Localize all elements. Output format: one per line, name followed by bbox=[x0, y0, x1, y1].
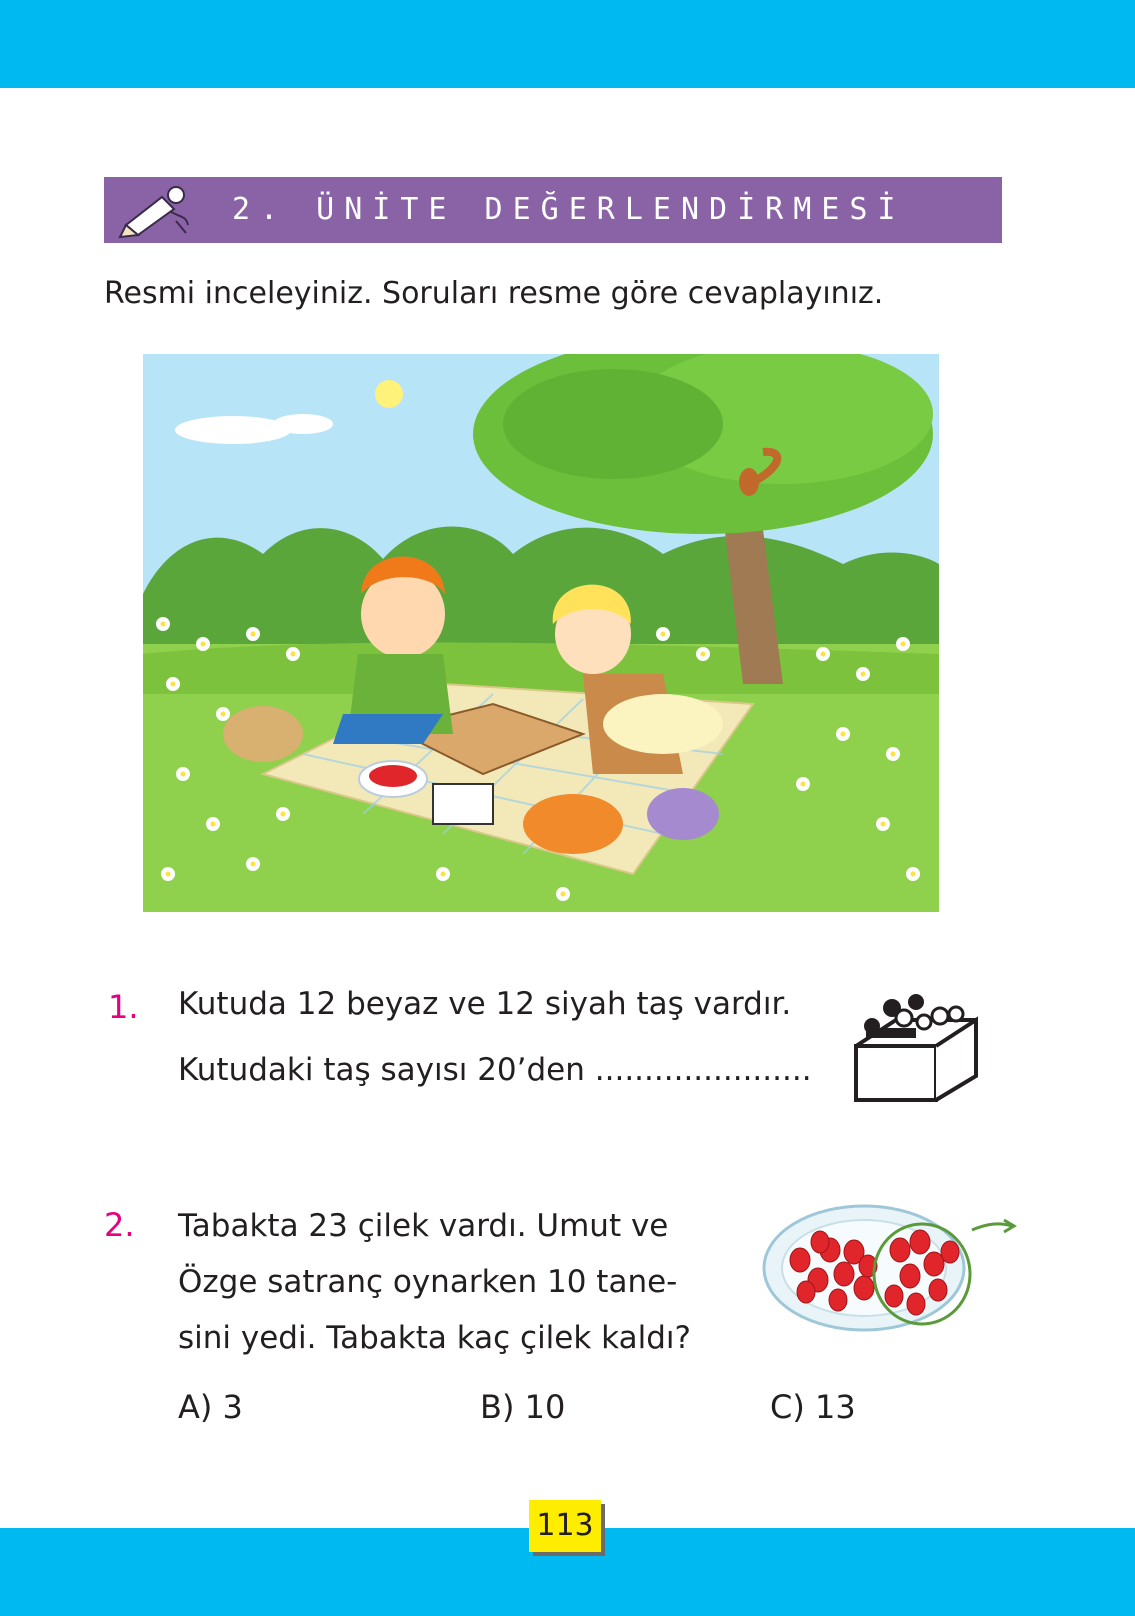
top-band bbox=[0, 0, 1135, 88]
choice-c[interactable]: C) 13 bbox=[770, 1388, 856, 1426]
question-2-number: 2. bbox=[104, 1206, 135, 1244]
question-1-line-1: Kutuda 12 beyaz ve 12 siyah taş vardır. bbox=[178, 986, 792, 1022]
page-number: 113 bbox=[529, 1500, 601, 1552]
question-1-text: Kutudaki taş sayısı 20’den bbox=[178, 1052, 585, 1088]
question-2-line-2: Özge satranç oynarken 10 tane- bbox=[178, 1264, 678, 1300]
chess-box-icon bbox=[852, 992, 982, 1104]
question-2-line-1: Tabakta 23 çilek vardı. Umut ve bbox=[178, 1208, 669, 1244]
instruction-text: Resmi inceleyiniz. Soruları resme göre cevaplayınız. bbox=[104, 276, 884, 311]
choice-a[interactable]: A) 3 bbox=[178, 1388, 243, 1426]
unit-title-bar bbox=[104, 177, 1002, 243]
choice-b[interactable]: B) 10 bbox=[480, 1388, 566, 1426]
picnic-chess-scene bbox=[143, 354, 939, 912]
answer-blank[interactable]: ...................... bbox=[594, 1052, 812, 1088]
question-1-line-2 bbox=[178, 1042, 812, 1098]
pencil-icon bbox=[116, 181, 196, 239]
strawberry-plate-icon bbox=[760, 1200, 1020, 1336]
sun-icon bbox=[375, 380, 403, 408]
question-1-number: 1. bbox=[108, 988, 139, 1026]
unit-title: 2. ÜNİTE DEĞERLENDİRMESİ bbox=[232, 192, 906, 227]
question-2-line-3: sini yedi. Tabakta kaç çilek kaldı? bbox=[178, 1320, 691, 1356]
